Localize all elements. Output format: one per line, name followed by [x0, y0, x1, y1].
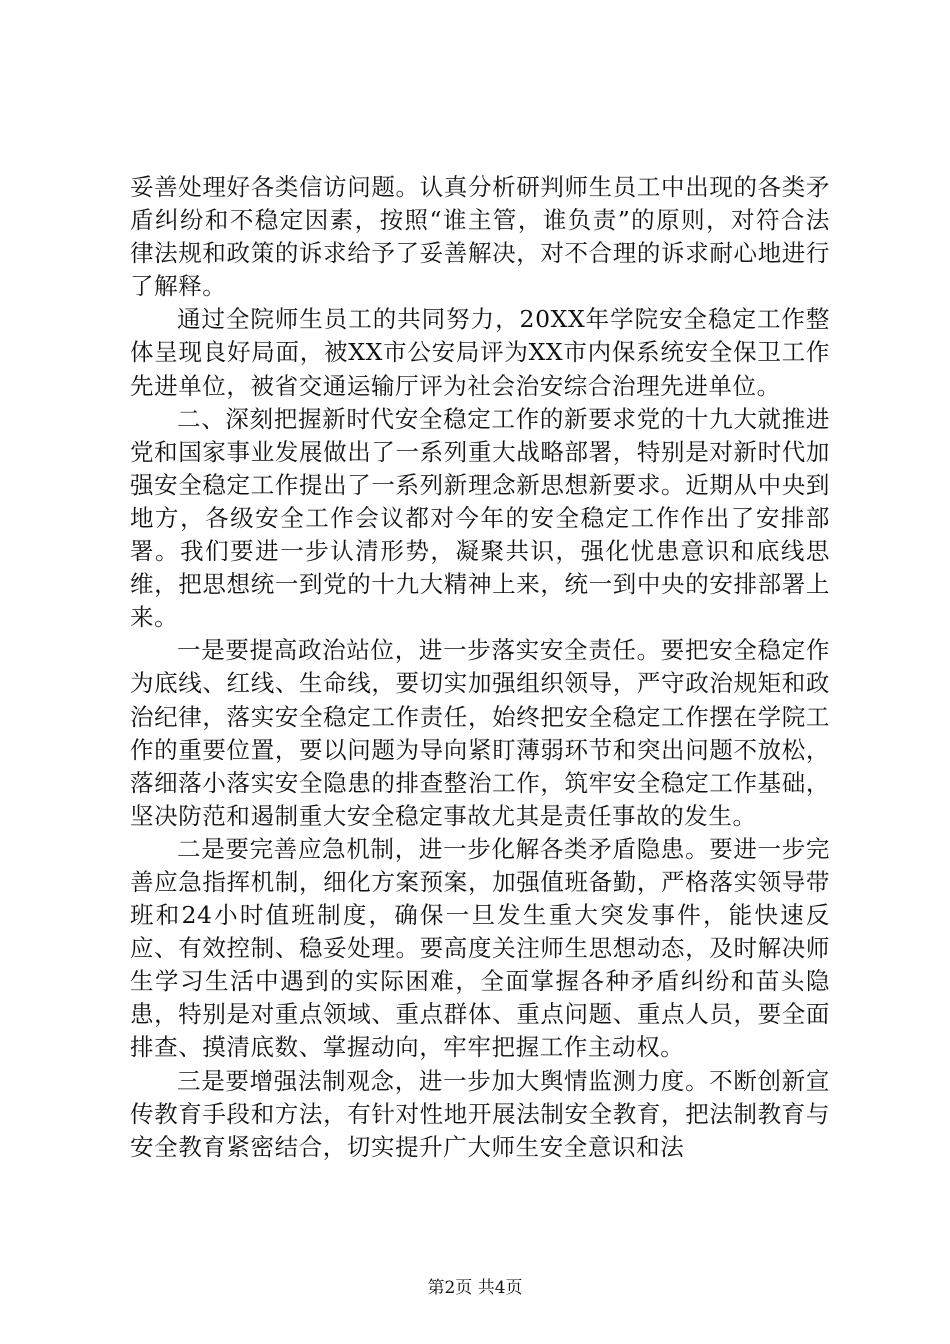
paragraph-2: 通过全院师生员工的共同努力，20XX年学院安全稳定工作整体呈现良好局面，被XX市公安局评为XX市内保系统安全保卫工作先进单位，被省交通运输厅评为社会治安综合治理先进单位。	[130, 305, 830, 400]
page-footer: 第2页 共4页	[427, 1278, 523, 1298]
paragraph-6: 三是要增强法制观念，进一步加大舆情监测力度。不断创新宣传教育手段和方法，有针对性地开展法制安全教育，把法制教育与安全教育紧密结合，切实提升广大师生安全意识和法	[130, 1066, 830, 1161]
paragraph-3: 二、深刻把握新时代安全稳定工作的新要求党的十九大就推进党和国家事业发展做出了一系列重大战略部署，特别是对新时代加强安全稳定工作提出了一系列新理念新思想新要求。近期从中央到地方，各级安全工作会议都对今年的安全稳定工作作出了安排部署。我们要进一步认清形势，凝聚共识，强化忧患意识和底线思维，把思想统一到党的十九大精神上来，统一到中央的安排部署上来。	[130, 404, 830, 632]
paragraph-1: 妥善处理好各类信访问题。认真分析研判师生员工中出现的各类矛盾纠纷和不稳定因素，按照“谁主管，谁负责”的原则，对符合法律法规和政策的诉求给予了妥善解决，对不合理的诉求耐心地进行了解释。	[130, 173, 830, 301]
paragraph-5: 二是要完善应急机制，进一步化解各类矛盾隐患。要进一步完善应急指挥机制，细化方案预案，加强值班备勤，严格落实领导带班和24小时值班制度，确保一旦发生重大突发事件，能快速反应、有效控制、稳妥处理。要高度关注师生思想动态，及时解决师生学习生活中遇到的实际困难，全面掌握各种矛盾纠纷和苗头隐患，特别是对重点领域、重点群体、重点问题、重点人员，要全面排查、摸清底数、掌握动向，牢牢把握工作主动权。	[130, 834, 830, 1062]
paragraph-4: 一是要提高政治站位，进一步落实安全责任。要把安全稳定作为底线、红线、生命线，要切实加强组织领导，严守政治规矩和政治纪律，落实安全稳定工作责任，始终把安全稳定工作摆在学院工作的重要位置，要以问题为导向紧盯薄弱环节和突出问题不放松，落细落小落实安全隐患的排查整治工作，筑牢安全稳定工作基础，坚决防范和遏制重大安全稳定事故尤其是责任事故的发生。	[130, 636, 830, 830]
document-body	[130, 171, 830, 1164]
